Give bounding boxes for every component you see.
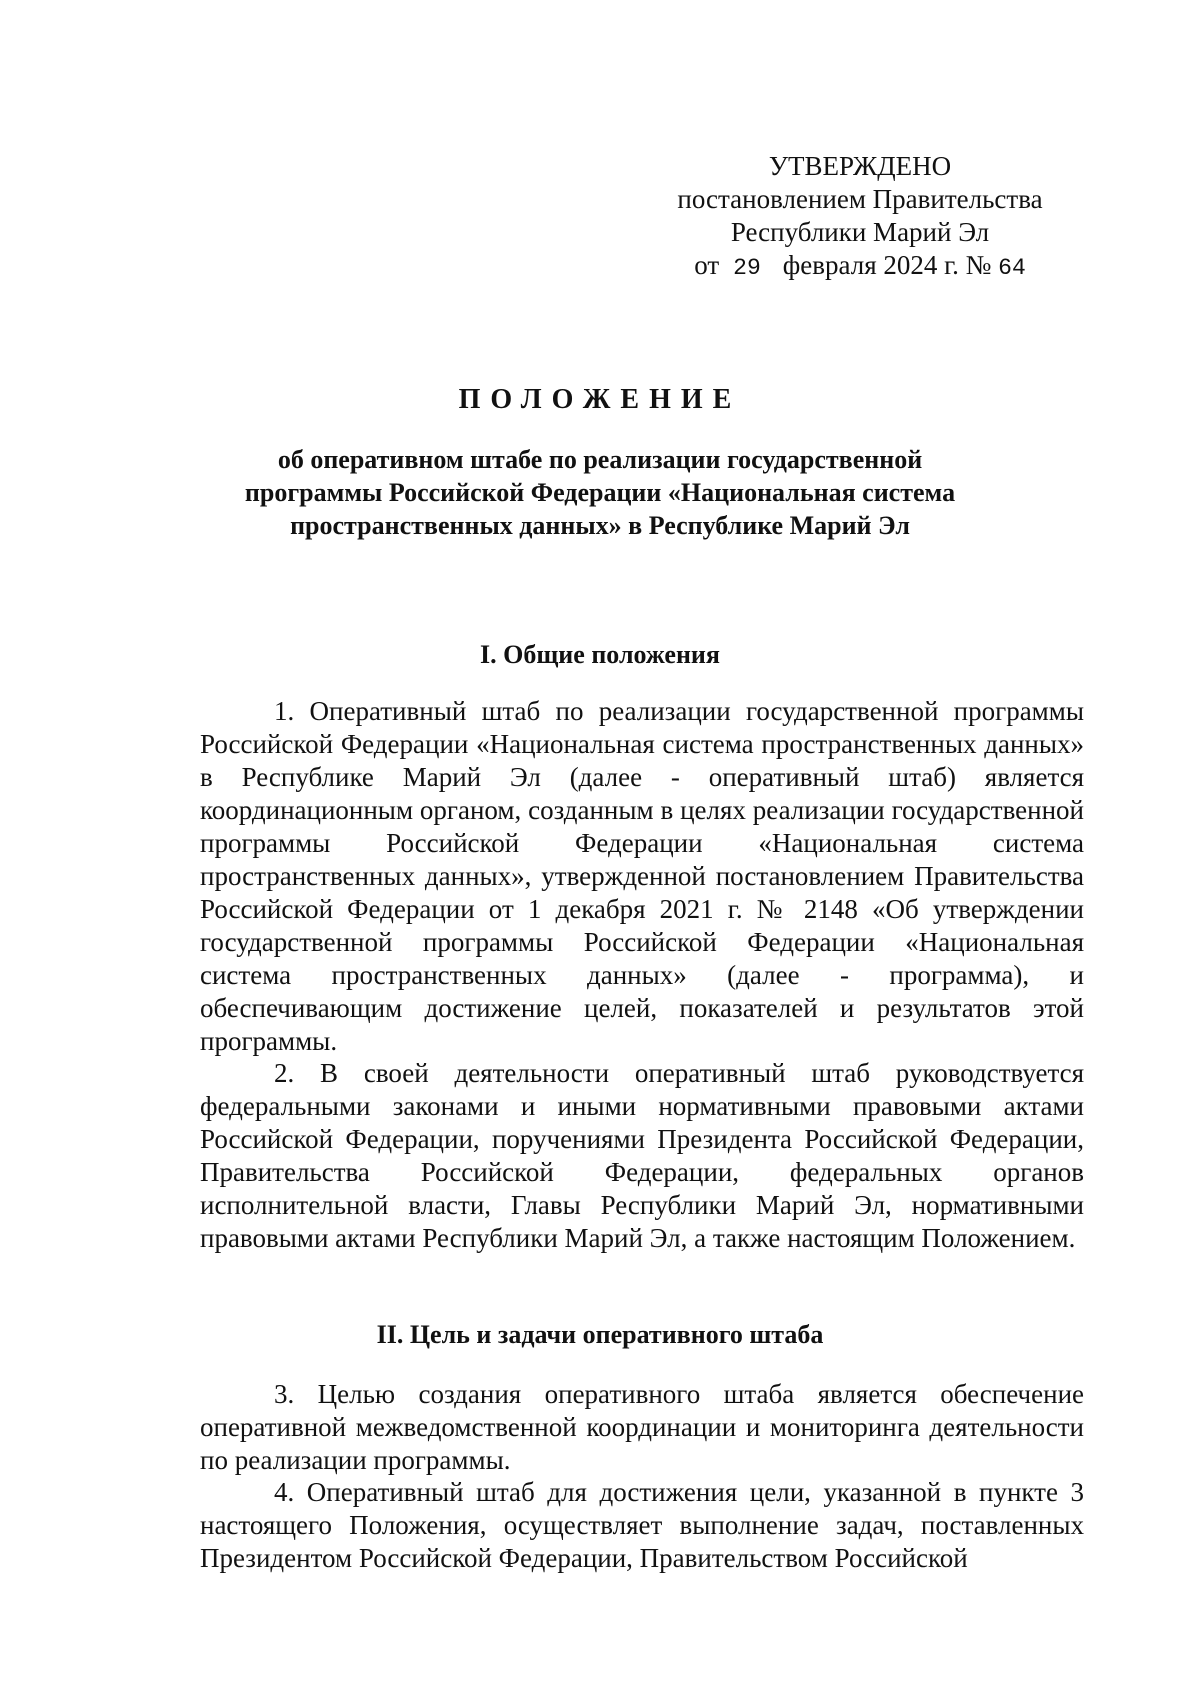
approval-line-republic: Республики Марий Эл (730, 217, 990, 247)
paragraph-3: 3. Целью создания оперативного штаба является обеспечение оперативной межведомственной координации и мониторинга деятельности по реализации программы. (200, 1379, 1084, 1475)
date-from-label: от (694, 250, 720, 280)
document-title: ПОЛОЖЕНИЕ (458, 384, 742, 415)
approval-stamp-block (640, 150, 1080, 285)
section-heading-general: I. Общие положения (480, 640, 720, 669)
approval-date-line (640, 249, 1080, 285)
date-day: 29 (733, 255, 761, 281)
approval-line-resolution: постановлением Правительства (677, 184, 1043, 214)
subtitle-line: об оперативном штабе по реализации государственной (277, 445, 923, 474)
paragraph-2: 2. В своей деятельности оперативный штаб руководствуется федеральными законами и иными нормативными правовыми актами Российской Федерации, поручениями Президента Российской Федерации, Правительства Российской Федерации, федеральных органов исполнительной власти, Главы Республики Марий Эл, нормативными правовыми актами Республики Марий Эл, а также настоящим Положением. (200, 1058, 1084, 1253)
subtitle-line: программы Российской Федерации «Национальная система (244, 478, 956, 507)
approved-label: УТВЕРЖДЕНО (768, 151, 952, 181)
date-month-year: февраля 2024 г. № (782, 250, 992, 280)
section-heading-goals: II. Цель и задачи оперативного штаба (376, 1320, 824, 1349)
paragraph-4: 4. Оперативный штаб для достижения цели, указанной в пункте 3 настоящего Положения, осуществляет выполнение задач, поставленных Президентом Российской Федерации, Правительством Российской (200, 1477, 1084, 1573)
document-number: 64 (998, 255, 1026, 281)
document-subtitle (200, 443, 1000, 542)
subtitle-line: пространственных данных» в Республике Марий Эл (290, 511, 910, 540)
paragraph-1: 1. Оперативный штаб по реализации государственной программы Российской Федерации «Национальная система пространственных данных» в Республике Марий Эл (далее - оперативный штаб) является координационным органом, созданным в целях реализации государственной программы Российской Федерации «Национальная система пространственных данных», утвержденной постановлением Правительства Российской Федерации от 1 декабря 2021 г. № 2148 «Об утверждении государственной программы Российской Федерации «Национальная система пространственных данных» (далее - программа), и обеспечивающим достижение целей, показателей и результатов этой программы. (200, 696, 1084, 1056)
